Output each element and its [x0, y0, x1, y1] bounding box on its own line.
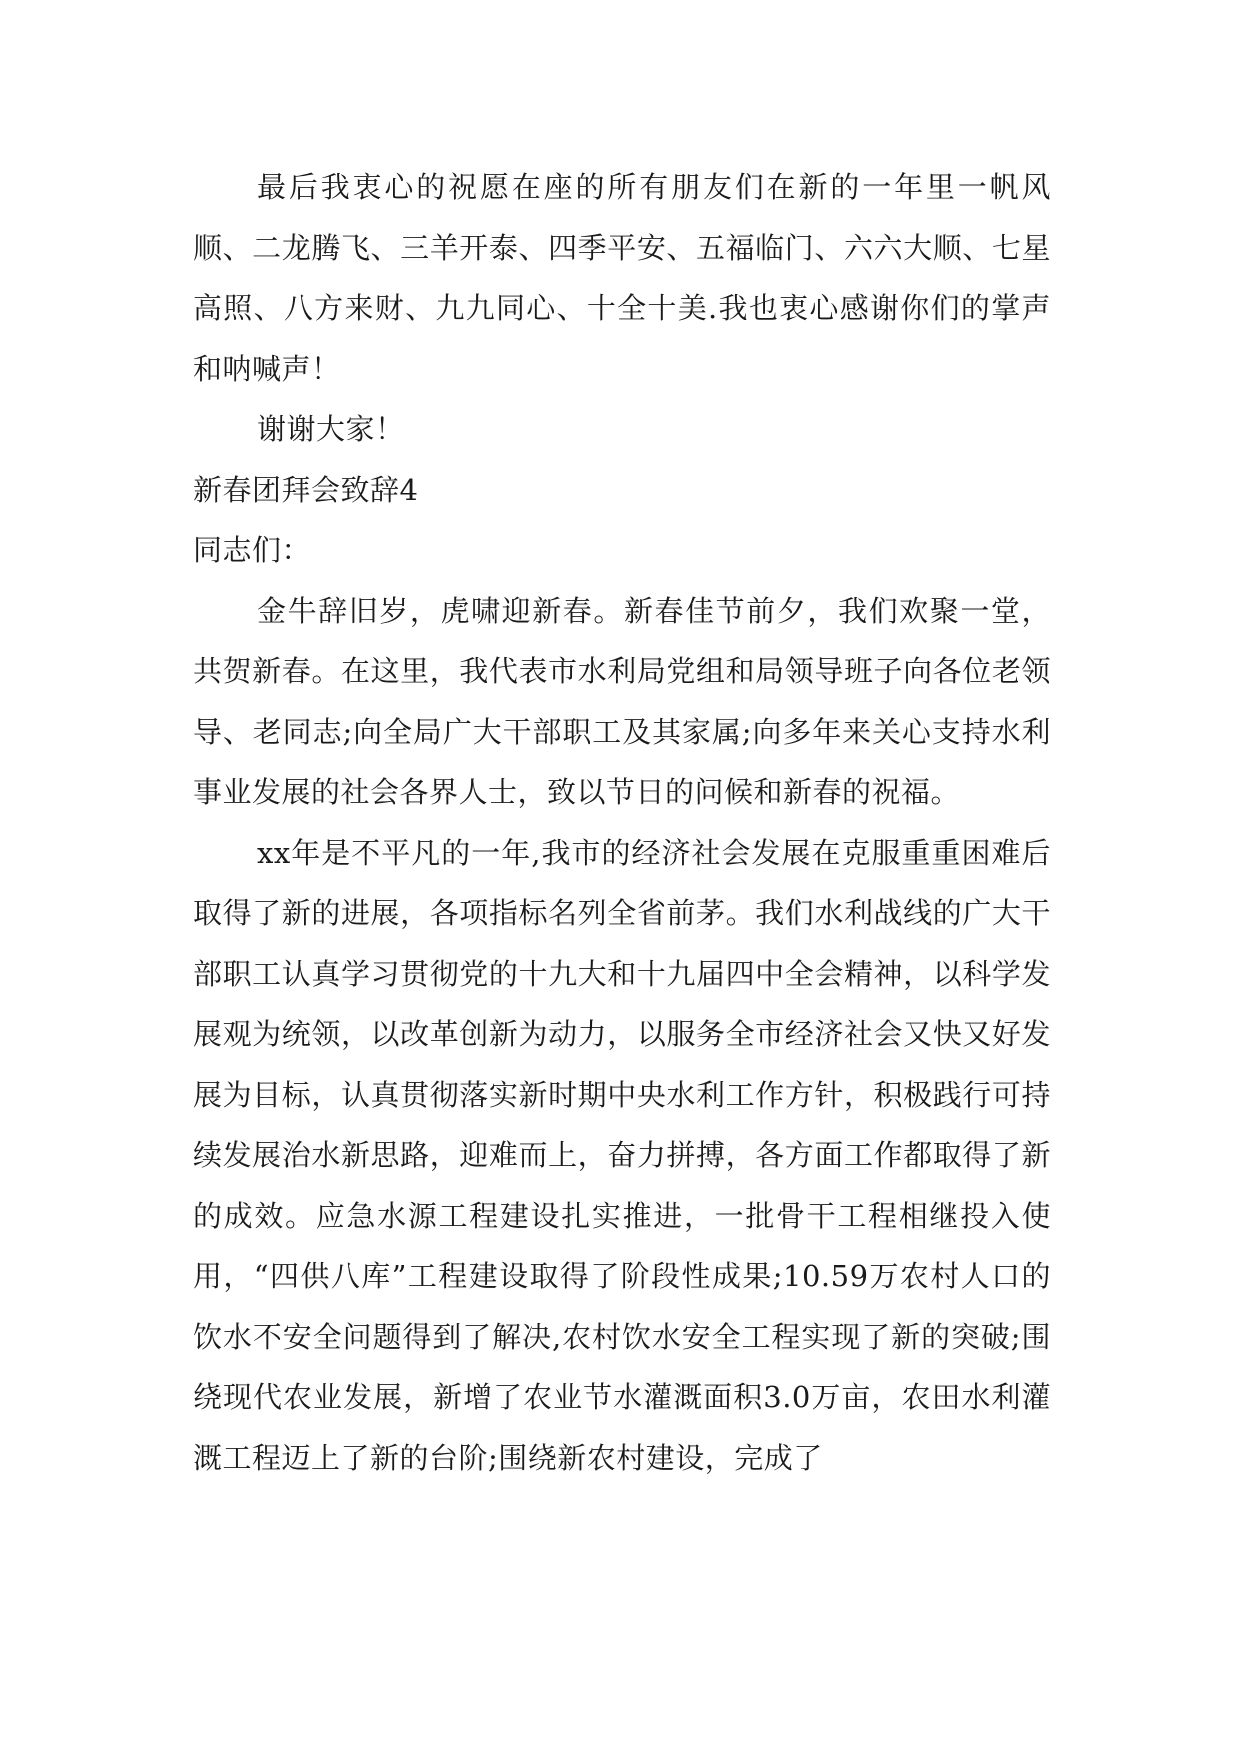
section-title: 新春团拜会致辞4 — [193, 472, 419, 507]
closing-wishes-paragraph: 最后我衷心的祝愿在座的所有朋友们在新的一年里一帆风顺、二龙腾飞、三羊开泰、四季平安、五福临门、六六大顺、七星高照、八方来财、九九同心、十全十美.我也衷心感谢你们的掌声和呐喊声！ — [193, 170, 1051, 386]
thanks-line: 谢谢大家！ — [257, 412, 405, 446]
greeting-paragraph: 金牛辞旧岁，虎啸迎新春。新春佳节前夕，我们欢聚一堂，共贺新春。在这里，我代表市水利局党组和局领导班子向各位老领导、老同志;向全局广大干部职工及其家属;向多年来关心支持水利事业发展的社会各界人士，致以节日的问候和新春的祝福。 — [193, 593, 1051, 809]
review-paragraph: xx年是不平凡的一年,我市的经济社会发展在克服重重困难后取得了新的进展，各项指标名列全省前茅。我们水利战线的广大干部职工认真学习贯彻党的十九大和十九届四中全会精神，以科学发展观为统领，以改革创新为动力，以服务全市经济社会又快又好发展为目标，认真贯彻落实新时期中央水利工作方针，积极践行可持续发展治水新思路，迎难而上，奋力拼搏，各方面工作都取得了新的成效。应急水源工程建设扎实推进，一批骨干工程相继投入使用，“四供八库”工程建设取得了阶段性成果;10.59万农村人口的饮水不安全问题得到了解决,农村饮水安全工程实现了新的突破;围绕现代农业发展，新增了农业节水灌溉面积3.0万亩，农田水利灌溉工程迈上了新的台阶;围绕新农村建设，完成了 — [193, 835, 1051, 1475]
salutation: 同志们： — [193, 533, 312, 567]
document-page — [193, 157, 1051, 1488]
